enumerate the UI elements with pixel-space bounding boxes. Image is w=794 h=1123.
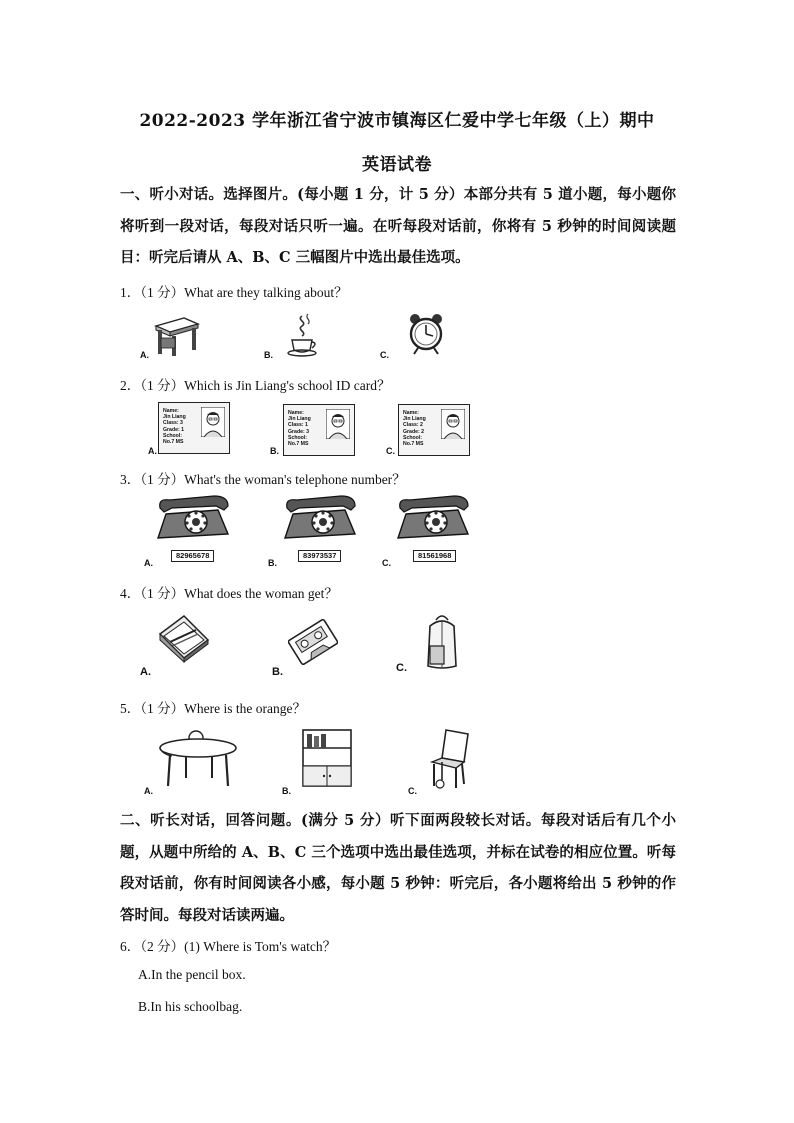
coffee-cup-icon	[286, 312, 320, 358]
q5-option-a: A.	[144, 786, 153, 796]
exam-title-line2: 英语试卷	[362, 155, 432, 175]
alarm-clock-icon	[408, 312, 444, 356]
question-5: 5．（1 分）Where is the orange？	[120, 701, 306, 716]
q3-option-c: C.	[382, 558, 391, 568]
q1-option-a: A.	[140, 350, 149, 360]
desk-icon	[150, 314, 202, 358]
student-photo-icon	[441, 409, 465, 439]
pencil-box-icon	[156, 612, 212, 664]
question-2: 2．（1 分）Which is Jin Liang's school ID card？	[120, 378, 391, 393]
q1-option-c: C.	[380, 350, 389, 360]
q5-option-c: C.	[408, 786, 417, 796]
id-card-a-text: Name: Jin Liang Class: 3 Grade: 1 School: No.7 MS	[163, 408, 186, 446]
telephone-icon	[154, 494, 234, 544]
q3-option-b: B.	[268, 558, 277, 568]
q1-option-b: B.	[264, 350, 273, 360]
bookcase-icon	[301, 728, 353, 788]
phone-number-c: 81561968	[413, 550, 456, 562]
id-card-c-text: Name: Jin Liang Class: 2 Grade: 2 School: No.7 MS	[403, 410, 426, 448]
q6-option-b: B.In his schoolbag.	[138, 999, 243, 1014]
q4-option-c: C.	[396, 662, 407, 674]
q6-option-a: A.In the pencil box.	[138, 967, 246, 982]
section1-heading: 一、听小对话。选择图片。(每小题 1 分，计 5 分）本部分共有 5 道小题，每小题你将听到一段对话，每段对话只听一遍。在听每段对话前，你将有 5 秒钟的时间阅读题目：听完后请从 A、B、C 三幅图片中选出最佳选项。	[120, 186, 676, 266]
id-card-b	[283, 404, 355, 456]
question-3: 3．（1 分）What's the woman's telephone number？	[120, 472, 406, 487]
q2-option-b: B.	[270, 446, 279, 456]
question-4: 4．（1 分）What does the woman get？	[120, 586, 338, 601]
section2-heading: 二、听长对话，回答问题。(满分 5 分）听下面两段较长对话。每段对话后有几个小题，从题中所给的 A、B、C 三个选项中选出最佳选项，并标在试卷的相应位置。听每段对话前，你有时间阅读各小感，每小题 5 秒钟：听完后，各小题将给出 5 秒钟的作答时间。每段对话读两遍。	[120, 812, 676, 924]
student-photo-icon	[326, 409, 350, 439]
exam-title-line1: 2022-2023 学年浙江省宁波市镇海区仁爱中学七年级（上）期中	[139, 111, 655, 131]
telephone-icon	[394, 494, 474, 544]
phone-number-a: 82965678	[171, 550, 214, 562]
round-table-icon	[156, 724, 242, 790]
question-6: 6．（2 分）(1) Where is Tom's watch？	[120, 939, 337, 954]
q3-option-a: A.	[144, 558, 153, 568]
orange-icon	[436, 780, 444, 788]
q4-option-b: B.	[272, 666, 283, 678]
cassette-tape-icon	[288, 614, 338, 670]
question-1: 1．（1 分）What are they talking about？	[120, 285, 348, 300]
chair-icon	[428, 728, 472, 790]
telephone-icon	[281, 494, 361, 544]
schoolbag-icon	[424, 612, 460, 672]
q2-option-c: C.	[386, 446, 395, 456]
q5-option-b: B.	[282, 786, 291, 796]
id-card-a	[158, 402, 230, 454]
student-photo-icon	[201, 407, 225, 437]
q4-option-a: A.	[140, 666, 151, 678]
q2-option-a: A.	[148, 446, 157, 456]
phone-number-b: 83973537	[298, 550, 341, 562]
id-card-c	[398, 404, 470, 456]
id-card-b-text: Name: Jin Liang Class: 1 Grade: 3 School: No.7 MS	[288, 410, 311, 448]
